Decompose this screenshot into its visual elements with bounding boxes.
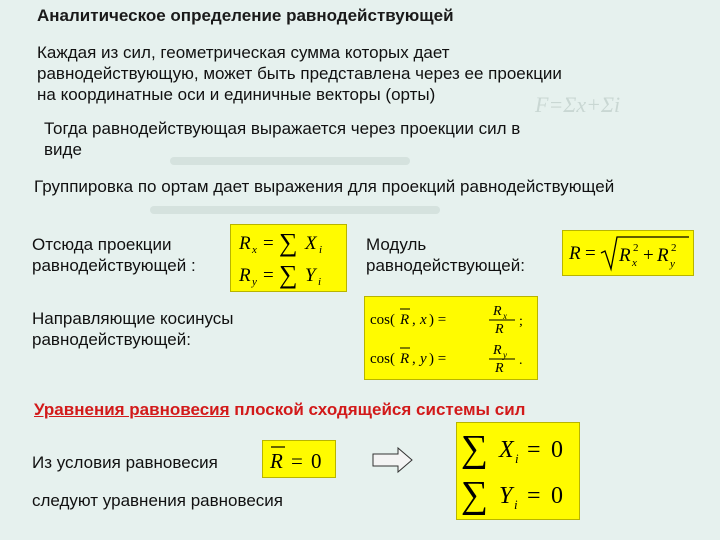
svg-text:0: 0 (551, 437, 563, 463)
svg-text:x: x (632, 257, 637, 269)
equilibrium-condition-formula (263, 441, 335, 477)
svg-text:i: i (319, 244, 323, 256)
projections-formula (231, 225, 346, 291)
modulus-formula (563, 231, 693, 275)
equilibrium-equations (457, 423, 579, 519)
svg-text:=: = (263, 233, 274, 254)
intro-paragraph: Каждая из сил, геометрическая сумма которых дает равнодействующую, может быть представлена через ее проекции на координатные оси и единичные векторы (орты) (37, 43, 562, 104)
resultant-paragraph: Тогда равнодействующая выражается через проекции сил в виде (44, 119, 521, 159)
svg-text:R: R (239, 265, 251, 286)
projections-formula-box (230, 224, 347, 292)
svg-text:=: = (527, 483, 541, 509)
condition-label: Из условия равновесия (32, 453, 218, 472)
svg-text:∑: ∑ (279, 228, 298, 257)
svg-text:) =: ) = (429, 312, 447, 328)
svg-text:+: + (643, 245, 654, 266)
svg-text:R: R (239, 233, 251, 254)
faint-background-formula: F=Σx+Σi (535, 92, 621, 117)
faint-smear (150, 206, 440, 214)
svg-text:R: R (495, 322, 504, 337)
svg-text:R: R (495, 361, 504, 376)
svg-text:=: = (291, 449, 303, 473)
svg-text:x: x (252, 244, 257, 256)
svg-text:Y: Y (305, 265, 316, 286)
svg-text:0: 0 (311, 449, 322, 473)
slide-title: Аналитическое определение равнодействующей (37, 6, 454, 25)
svg-text:R: R (657, 245, 669, 266)
equilibrium-equations-box (456, 422, 580, 520)
svg-text:R: R (400, 312, 410, 328)
svg-text:0: 0 (551, 483, 563, 509)
modulus-formula-box (562, 230, 694, 276)
follows-label: следуют уравнения равновесия (32, 491, 283, 510)
cosines-label: Направляющие косинусы равнодействующей: (32, 309, 234, 349)
svg-text:i: i (318, 276, 322, 288)
svg-text:2: 2 (671, 242, 677, 254)
svg-text:y: y (252, 276, 257, 288)
cosines-formula (365, 297, 537, 379)
svg-text:cos(: cos( (370, 312, 395, 328)
svg-text:R: R (569, 243, 581, 264)
svg-text:X: X (305, 233, 317, 254)
svg-text:i: i (515, 451, 519, 466)
svg-text:.: . (519, 353, 523, 368)
equilibrium-condition-box (262, 440, 336, 478)
svg-text:R: R (493, 343, 502, 358)
svg-text:) =: ) = (429, 351, 447, 367)
svg-text:;: ; (519, 314, 523, 329)
svg-text:R: R (400, 351, 410, 367)
grouping-paragraph: Группировка по ортам дает выражения для проекций равнодействующей (34, 177, 615, 196)
svg-text:Y: Y (499, 483, 513, 509)
modulus-label: Модуль равнодействующей: (366, 235, 525, 275)
equilibrium-heading-rest: плоской сходящейся системы сил (229, 400, 526, 419)
svg-text:x: x (503, 311, 507, 321)
svg-text:y: y (670, 258, 675, 270)
equilibrium-heading-underlined: Уравнения равновесия (34, 400, 230, 419)
projections-label: Отсюда проекции равнодействующей : (32, 235, 196, 275)
svg-text:y: y (420, 351, 427, 367)
svg-text:,: , (412, 351, 416, 367)
svg-text:∑: ∑ (461, 428, 489, 470)
svg-text:∑: ∑ (461, 474, 489, 516)
svg-text:∑: ∑ (279, 260, 298, 289)
svg-text:=: = (527, 437, 541, 463)
cosines-formula-box (364, 296, 538, 380)
svg-text:R: R (619, 245, 631, 266)
svg-text:cos(: cos( (370, 351, 395, 367)
svg-text:=: = (263, 265, 274, 286)
svg-text:x: x (420, 312, 427, 328)
right-arrow-icon (372, 446, 414, 474)
svg-text:i: i (514, 497, 518, 512)
svg-text:,: , (412, 312, 416, 328)
equilibrium-heading (34, 400, 525, 420)
svg-text:R: R (270, 449, 283, 473)
svg-text:X: X (499, 437, 514, 463)
svg-text:y: y (503, 350, 507, 360)
svg-text:=: = (585, 243, 596, 264)
svg-text:R: R (493, 304, 502, 319)
svg-text:2: 2 (633, 242, 639, 254)
